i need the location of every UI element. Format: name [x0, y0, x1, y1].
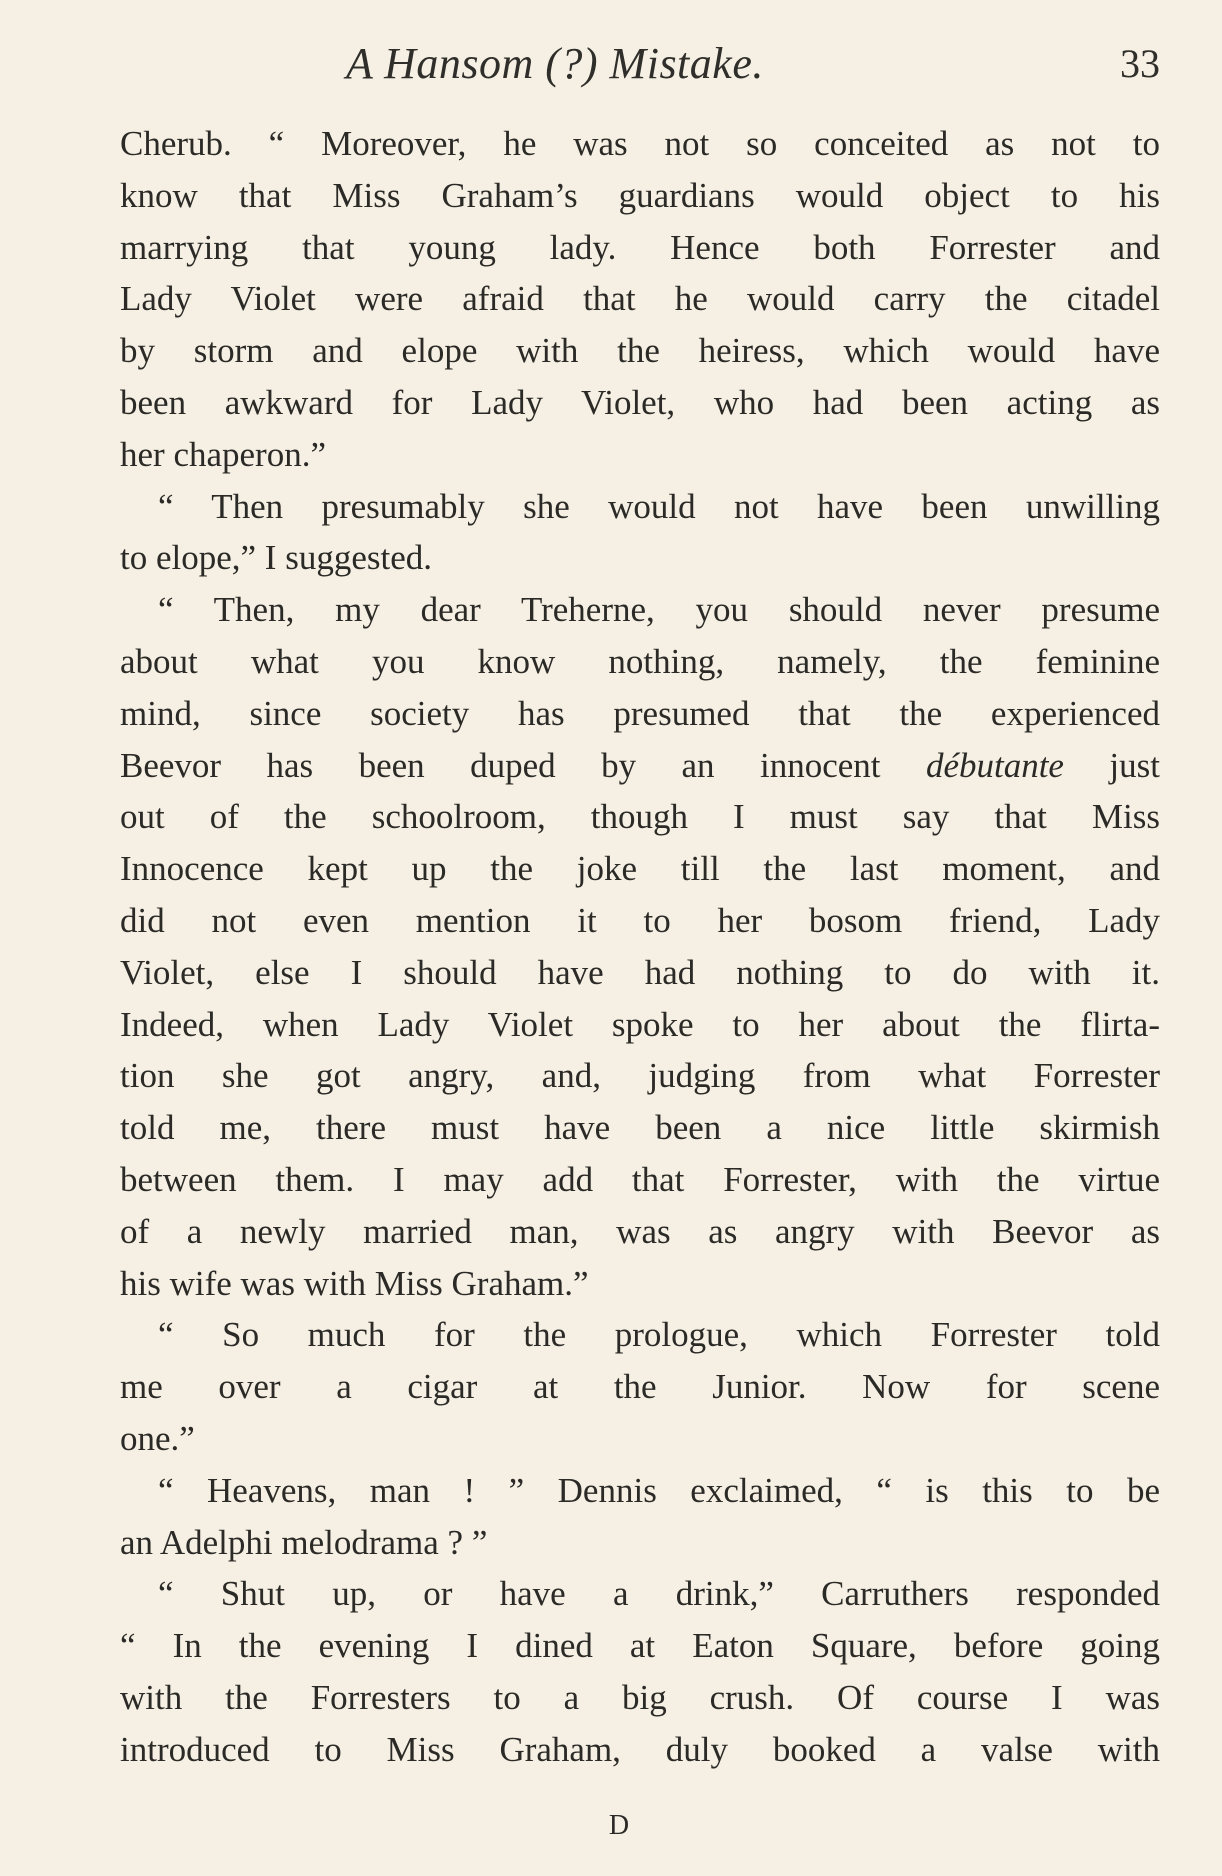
text-line: between them. I may add that Forrester, with the virtue [120, 1159, 1160, 1199]
text-line: Beevor has been duped by an innocent débutante just [120, 745, 1160, 785]
text-line: told me, there must have been a nice little skirmish [120, 1108, 1160, 1148]
body-text [120, 118, 1160, 1776]
text-line: “ Then presumably she would not have been unwilling [158, 486, 1160, 526]
text-line: “ Shut up, or have a drink,” Carruthers responded [158, 1574, 1160, 1614]
text-line: “ So much for the prologue, which Forrester told [158, 1315, 1160, 1355]
text-line: by storm and elope with the heiress, which would have [120, 331, 1160, 371]
running-title: A Hansom (?) Mistake. [346, 39, 764, 88]
text-line: to elope,” I suggested. [120, 538, 432, 578]
text-line: one.” [120, 1418, 195, 1458]
text-line: “ Heavens, man ! ” Dennis exclaimed, “ is this to be [158, 1470, 1160, 1510]
text-line: Innocence kept up the joke till the last moment, and [120, 849, 1160, 889]
text-line: Violet, else I should have had nothing to do with it. [120, 952, 1160, 992]
text-line: “ In the evening I dined at Eaton Square, before going [120, 1626, 1160, 1666]
text-line: out of the schoolroom, though I must say that Miss [120, 797, 1160, 837]
text-line: her chaperon.” [120, 434, 326, 474]
page-number: 33 [1120, 41, 1160, 86]
text-line: Lady Violet were afraid that he would carry the citadel [120, 279, 1160, 319]
text-line: been awkward for Lady Violet, who had been acting as [120, 382, 1160, 422]
text-line: his wife was with Miss Graham.” [120, 1263, 589, 1303]
text-line: about what you know nothing, namely, the feminine [120, 641, 1160, 681]
text-line: marrying that young lady. Hence both Forrester and [120, 227, 1160, 267]
text-line: me over a cigar at the Junior. Now for scene [120, 1367, 1160, 1407]
text-line: with the Forresters to a big crush. Of course I was [120, 1677, 1160, 1717]
text-line: “ Then, my dear Treherne, you should never presume [158, 590, 1160, 630]
text-line: of a newly married man, was as angry with Beevor as [120, 1211, 1160, 1251]
text-line: Indeed, when Lady Violet spoke to her about the flirta- [120, 1004, 1160, 1044]
text-line: an Adelphi melodrama ? ” [120, 1522, 488, 1562]
running-header [120, 38, 1160, 98]
text-line: tion she got angry, and, judging from what Forrester [120, 1056, 1160, 1096]
text-line: introduced to Miss Graham, duly booked a valse with [120, 1729, 1160, 1769]
text-line: Cherub. “ Moreover, he was not so conceited as not to [120, 124, 1160, 163]
text-line: know that Miss Graham’s guardians would object to his [120, 175, 1160, 215]
italic-word: débutante [925, 745, 1064, 785]
signature-mark: D [608, 1810, 630, 1841]
text-line: mind, since society has presumed that the experienced [120, 693, 1160, 733]
text-line: did not even mention it to her bosom friend, Lady [120, 900, 1160, 940]
